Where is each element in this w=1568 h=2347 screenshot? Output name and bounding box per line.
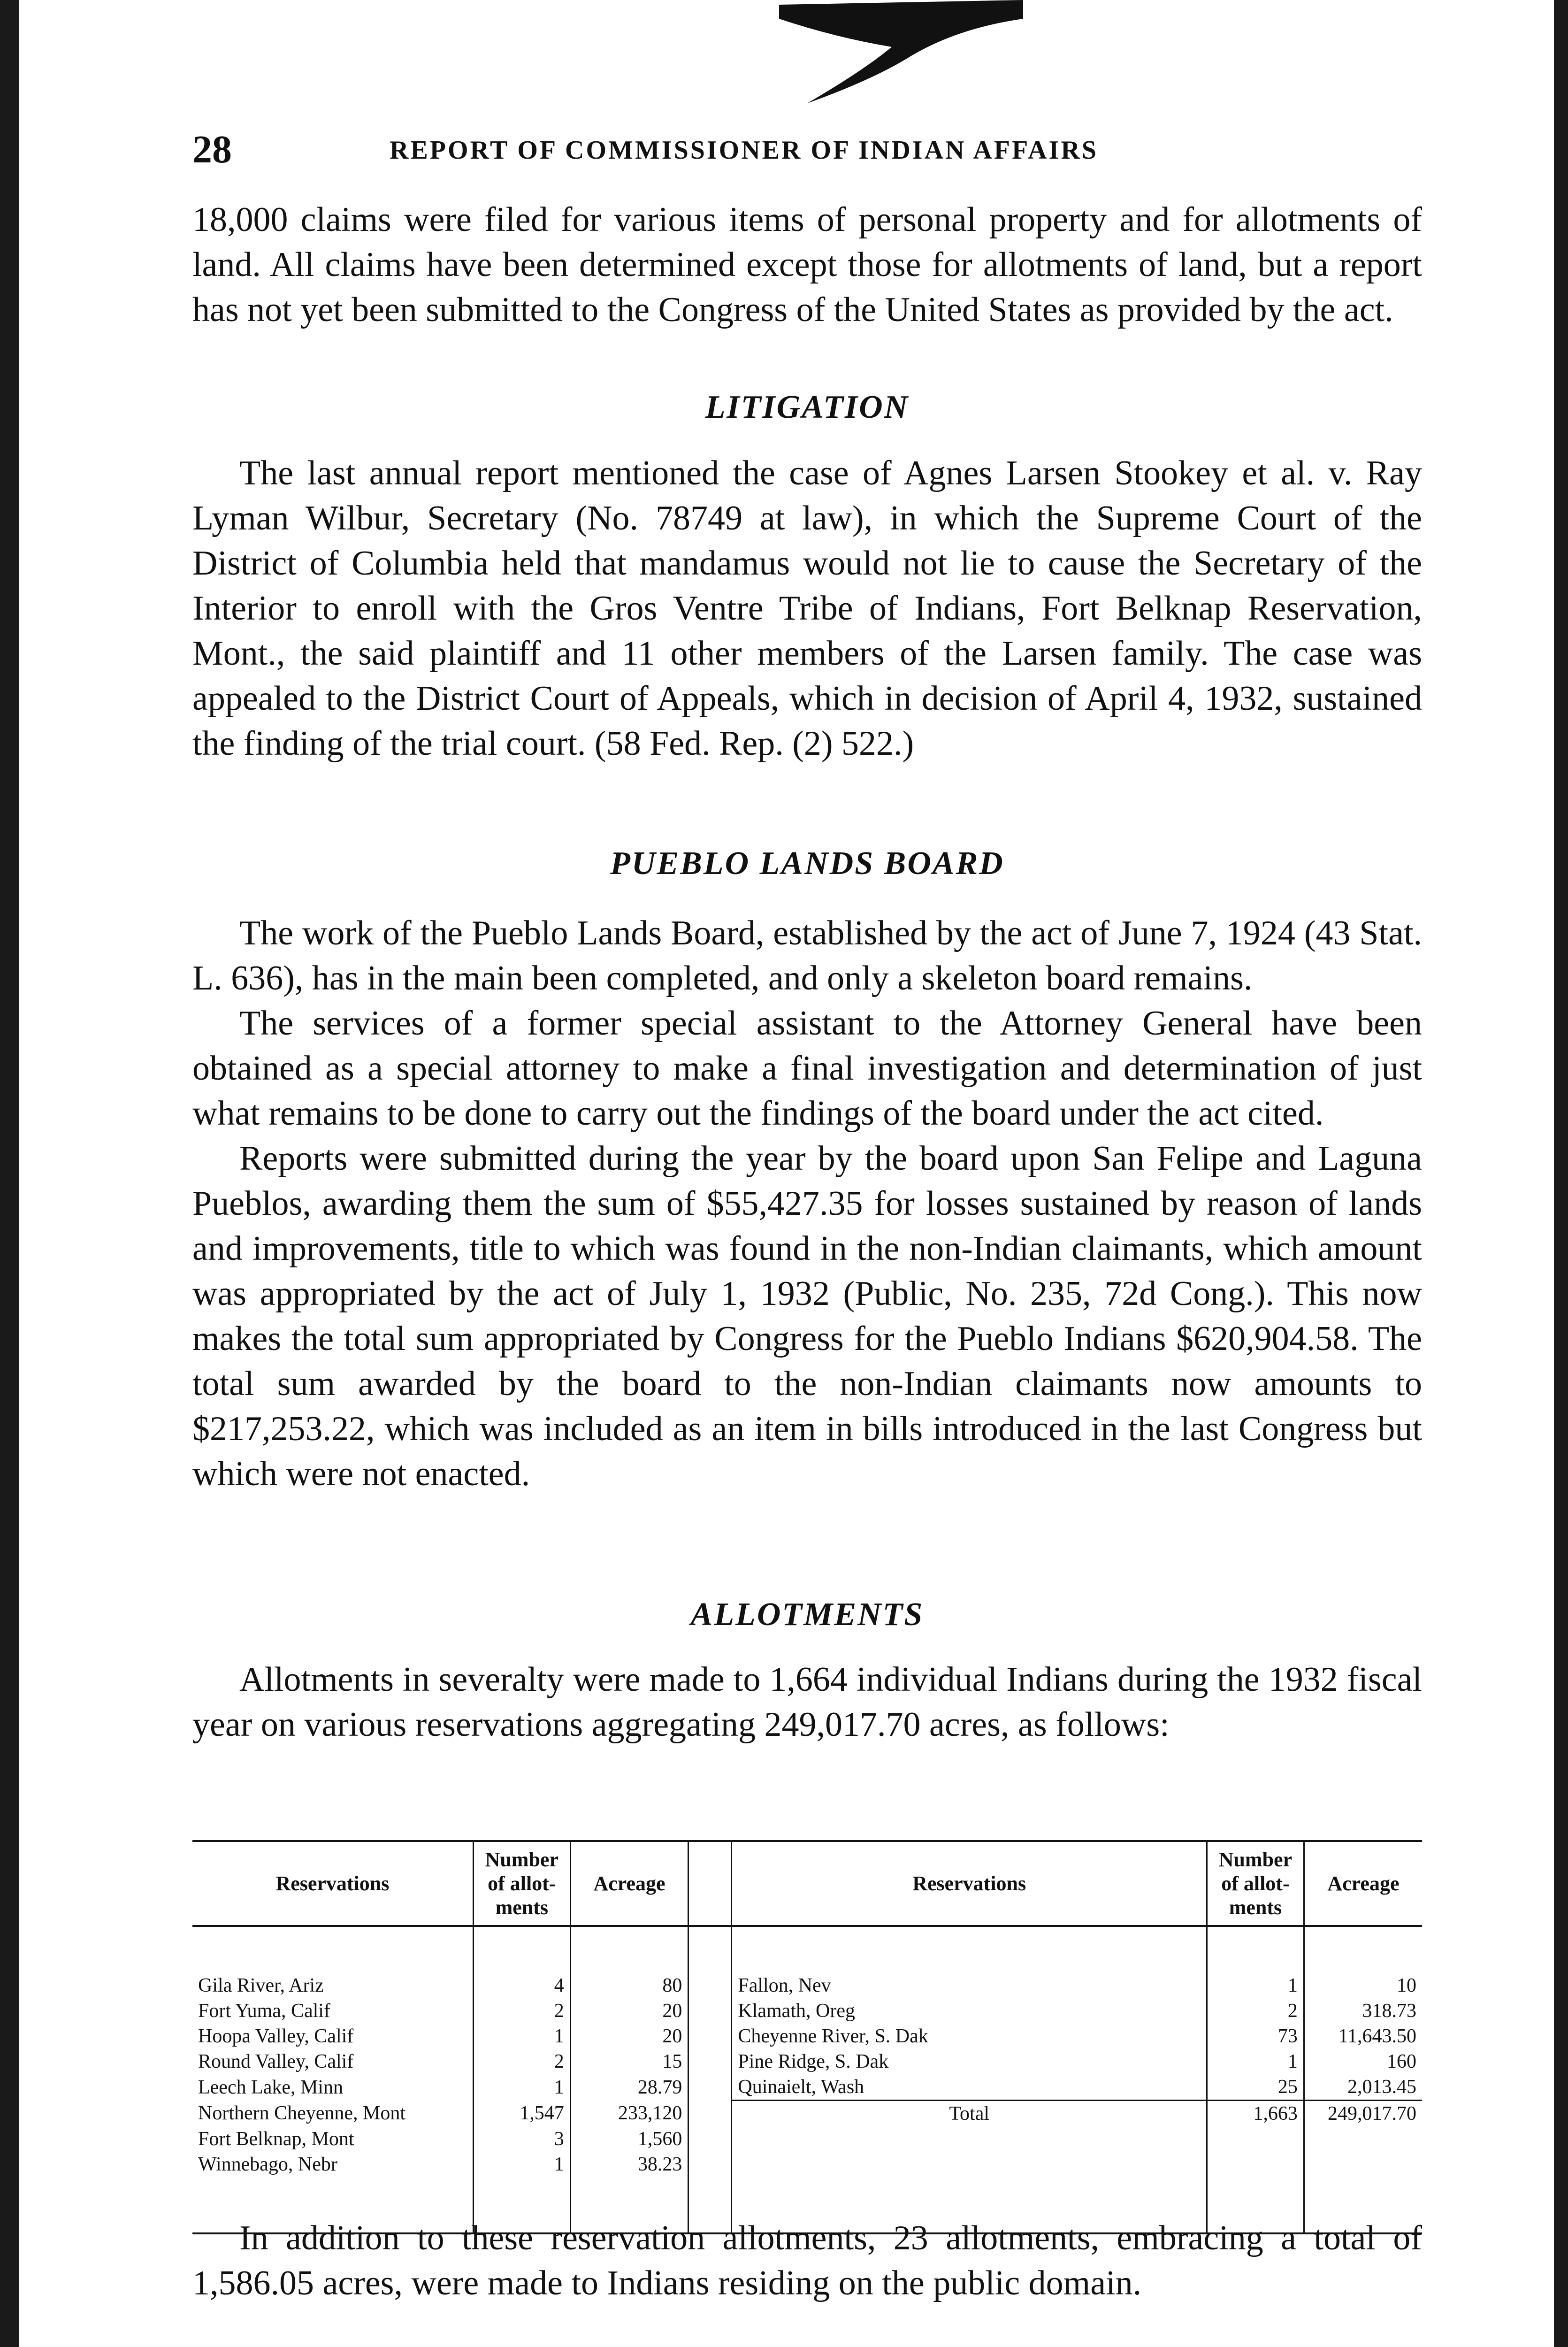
table-row [192,2049,1422,2074]
allotment-count: 2 [1207,1998,1304,2024]
spacer-cell [688,1998,732,2024]
header-number-left: Number of allot- ments [473,1841,570,1926]
scan-border-right [1554,0,1568,2347]
pueblo-heading: PUEBLO LANDS BOARD [610,845,1004,882]
scan-border-left [0,0,19,2347]
header-spacer [688,1841,732,1926]
table-row [192,2024,1422,2049]
spacer-cell [688,2101,732,2127]
allotment-count: 25 [1207,2074,1304,2101]
allotment-count: 2 [473,2049,570,2074]
table-header-row [192,1841,1422,1926]
allotment-count: 1 [1207,2049,1304,2074]
reservation-name: Northern Cheyenne, Mont [198,2102,406,2125]
running-head: REPORT OF COMMISSIONER OF INDIAN AFFAIRS [390,136,1098,165]
reservation-name: Winnebago, Nebr [192,2152,473,2233]
final-section [192,2216,1422,2306]
header-acreage-right: Acreage [1304,1841,1422,1926]
final-paragraph: In addition to these reservation allotments, 23 allotments, embracing a total of 1,586.05 acres, were made to Indians residing on the public domain. [192,2219,1422,2302]
spacer-cell [688,2126,732,2152]
spacer-cell [688,2074,732,2101]
acreage-value: 11,643.50 [1304,2024,1422,2049]
reservation-name: Fallon, Nev [732,1926,1207,1998]
pueblo-section [192,911,1422,1496]
litigation-section [192,451,1422,766]
acreage-value: 80 [570,1926,688,1998]
spacer-cell [688,2049,732,2074]
page-number: 28 [192,128,232,171]
reservation-name: Pine Ridge, S. Dak [732,2049,1207,2074]
spacer-cell [688,2024,732,2049]
acreage-value: 160 [1304,2049,1422,2074]
page-header [192,127,1394,178]
allotments-paragraph: Allotments in severalty were made to 1,664 individual Indians during the 1932 fiscal year on various reservations aggregating 249,017.70 acres, as follows: [192,1660,1422,1744]
empty-cell [1304,2126,1422,2152]
total-count: 1,663 [1207,2101,1304,2127]
allotments-table [192,1840,1422,2234]
reservation-name: Round Valley, Calif [198,2051,354,2072]
acreage-value: 38.23 [570,2152,688,2233]
reservation-name: Quinaielt, Wash [732,2074,1207,2101]
allotments-section [192,1657,1422,1747]
pueblo-paragraph-1: The work of the Pueblo Lands Board, established by the act of June 7, 1924 (43 Stat. L. 636), has in the main been completed, and only a skeleton board remains. [192,914,1422,997]
acreage-value: 10 [1304,1926,1422,1998]
table-row [192,2126,1422,2152]
pueblo-paragraph-2: The services of a former special assistant to the Attorney General have been obtained as a special attorney to make a final investigation and determination of just what remains to be done to carry out the findings of the board under the act cited. [192,1004,1422,1133]
allotment-count: 1 [473,2152,570,2233]
header-acreage-left: Acreage [570,1841,688,1926]
allotments-heading: ALLOTMENTS [690,1596,924,1633]
allotment-count: 1 [1207,1926,1304,1998]
acreage-value: 20 [570,1998,688,2024]
reservation-name: Fort Belknap, Mont [198,2128,354,2150]
litigation-paragraph: The last annual report mentioned the case of Agnes Larsen Stookey et al. v. Ray Lyman Wilbur, Secretary (No. 78749 at law), in which the Supreme Court of the District of Columbia held that mandamus would not lie to cause the Secretary of the Interior to enroll with the Gros Ventre Tribe of Indians, Fort Belknap Reservation, Mont., the said plaintiff and 11 other members of the Larsen family. The case was appealed to the District Court of Appeals, which in decision of April 4, 1932, sustained the finding of the trial court. (58 Fed. Rep. (2) 522.) [192,454,1422,763]
pueblo-paragraph-3: Reports were submitted during the year by the board upon San Felipe and Laguna Pueblos, awarding them the sum of $55,427.35 for losses sustained by reason of lands and improvements, title to which was found in the non-Indian claimants, which amount was appropriated by the act of July 1, 1932 (Public, No. 235, 72d Cong.). This now makes the total sum appropriated by Congress for the Pueblo Indians $620,904.58. The total sum awarded by the board to the non-Indian claimants now amounts to $217,253.22, which was included as an item in bills introduced in the last Congress but which were not enacted. [192,1139,1422,1493]
empty-cell [1207,2126,1304,2152]
header-reservations-right: Reservations [732,1841,1207,1926]
allotment-count: 1 [473,2074,570,2101]
acreage-value: 1,560 [570,2126,688,2152]
allotment-count: 1 [473,2024,570,2049]
allotment-count: 4 [473,1926,570,1998]
litigation-heading: LITIGATION [705,389,910,425]
acreage-value: 28.79 [570,2074,688,2101]
reservation-name: Klamath, Oreg [732,1998,1207,2024]
allotment-count: 73 [1207,2024,1304,2049]
empty-cell [732,2126,1207,2152]
reservation-name: Leech Lake, Minn [198,2076,344,2098]
acreage-value: 15 [570,2049,688,2074]
reservation-name: Fort Yuma, Calif [198,2000,330,2022]
allotment-count: 2 [473,1998,570,2024]
intro-text: 18,000 claims were filed for various items of personal property and for allotments of land. All claims have been determined except those for allotments of land, but a report has not yet been submitted to the Congress of the United States as provided by the act. [192,200,1422,329]
reservation-name: Hoopa Valley, Calif [198,2025,354,2047]
table-row [192,1926,1422,1998]
table-row [192,2101,1422,2127]
acreage-value: 233,120 [570,2101,688,2127]
reservation-name: Gila River, Ariz [198,1975,324,1996]
total-label: Total [732,2101,1207,2127]
allotment-count: 3 [473,2126,570,2152]
acreage-value: 318.73 [1304,1998,1422,2024]
intro-paragraph [192,197,1422,332]
header-number-right: Number of allot- ments [1207,1841,1304,1926]
acreage-value: 20 [570,2024,688,2049]
paper-clip-mark [770,0,1033,108]
total-acreage: 249,017.70 [1304,2101,1422,2127]
acreage-value: 2,013.45 [1304,2074,1422,2101]
table-row [192,2074,1422,2101]
allotment-count: 1,547 [473,2101,570,2127]
reservation-name: Cheyenne River, S. Dak [732,2024,1207,2049]
header-reservations-left: Reservations [192,1841,473,1926]
spacer-cell [688,1926,732,1998]
table-row [192,1998,1422,2024]
